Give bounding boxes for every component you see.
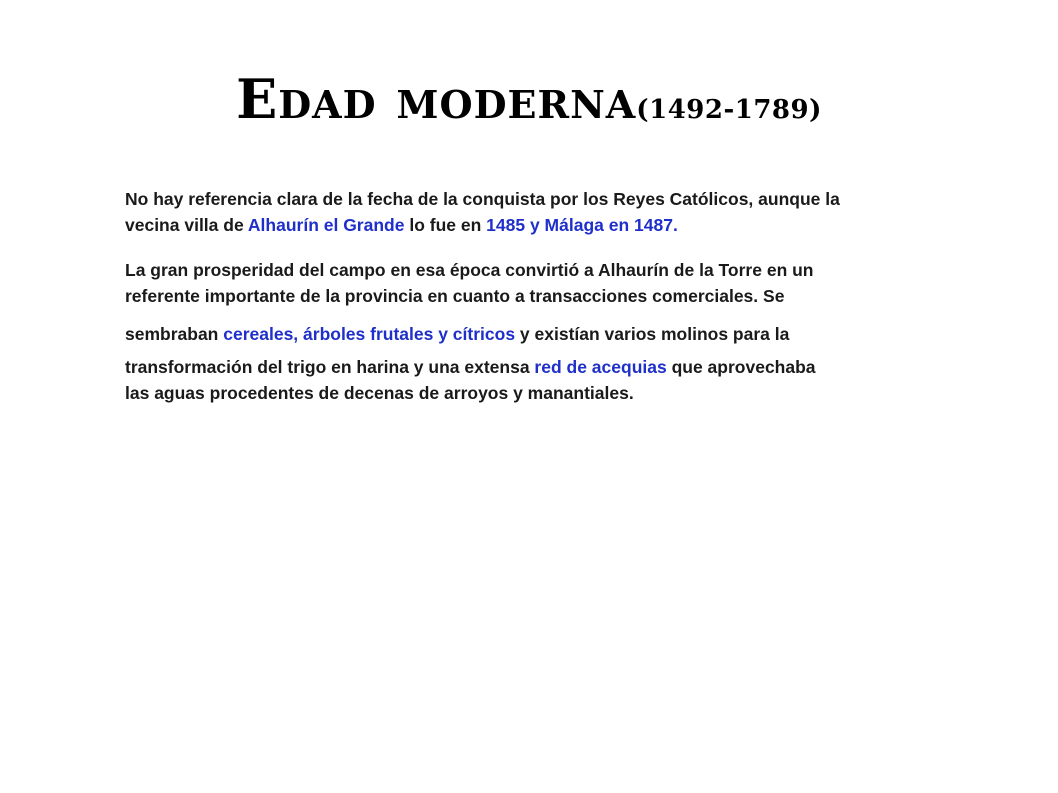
prosperity-text-g: las aguas procedentes de decenas de arroyos y manantiales. — [125, 383, 634, 403]
prosperity-text-e: transformación del trigo en harina y una extensa — [125, 357, 535, 377]
conquest-text-b: vecina villa de — [125, 215, 248, 235]
alhaurin-el-grande-link[interactable]: Alhaurín el Grande — [247, 215, 405, 235]
paragraph-conquest-line-2 — [125, 212, 1005, 238]
prosperity-text-f: que aprovechaba — [666, 357, 816, 377]
paragraph-prosperity-line-3 — [125, 321, 1005, 347]
irrigation-link[interactable]: red de acequias — [534, 357, 667, 377]
conquest-text-a: No hay referencia clara de la fecha de la conquista por los Reyes Católicos, aunque la — [125, 189, 840, 209]
prosperity-text-a: La gran prosperidad del campo en esa época convirtió a Alhaurín de la Torre en un — [125, 260, 814, 280]
paragraph-conquest-line-1 — [125, 186, 1005, 212]
paragraph-prosperity-line-4 — [125, 354, 1005, 380]
prosperity-text-c: sembraban — [125, 324, 224, 344]
paragraph-conquest — [125, 186, 1005, 238]
prosperity-text-d: y existían varios molinos para la — [515, 324, 790, 344]
paragraph-prosperity-line-1 — [125, 257, 1005, 283]
crops-link[interactable]: cereales, árboles frutales y cítricos — [223, 324, 516, 344]
conquest-text-c: lo fue en — [404, 215, 487, 235]
paragraph-prosperity-line-2 — [125, 283, 1005, 309]
paragraph-prosperity-line-5 — [125, 380, 1005, 406]
prosperity-text-b: referente importante de la provincia en cuanto a transacciones comerciales. Se — [125, 286, 785, 306]
slide-title — [0, 67, 1058, 131]
conquest-dates-link[interactable]: 1485 y Málaga en 1487. — [486, 215, 678, 235]
title-main: Edad moderna — [236, 67, 637, 131]
title-years: (1492-1789) — [636, 95, 822, 125]
paragraph-prosperity — [125, 257, 1005, 406]
